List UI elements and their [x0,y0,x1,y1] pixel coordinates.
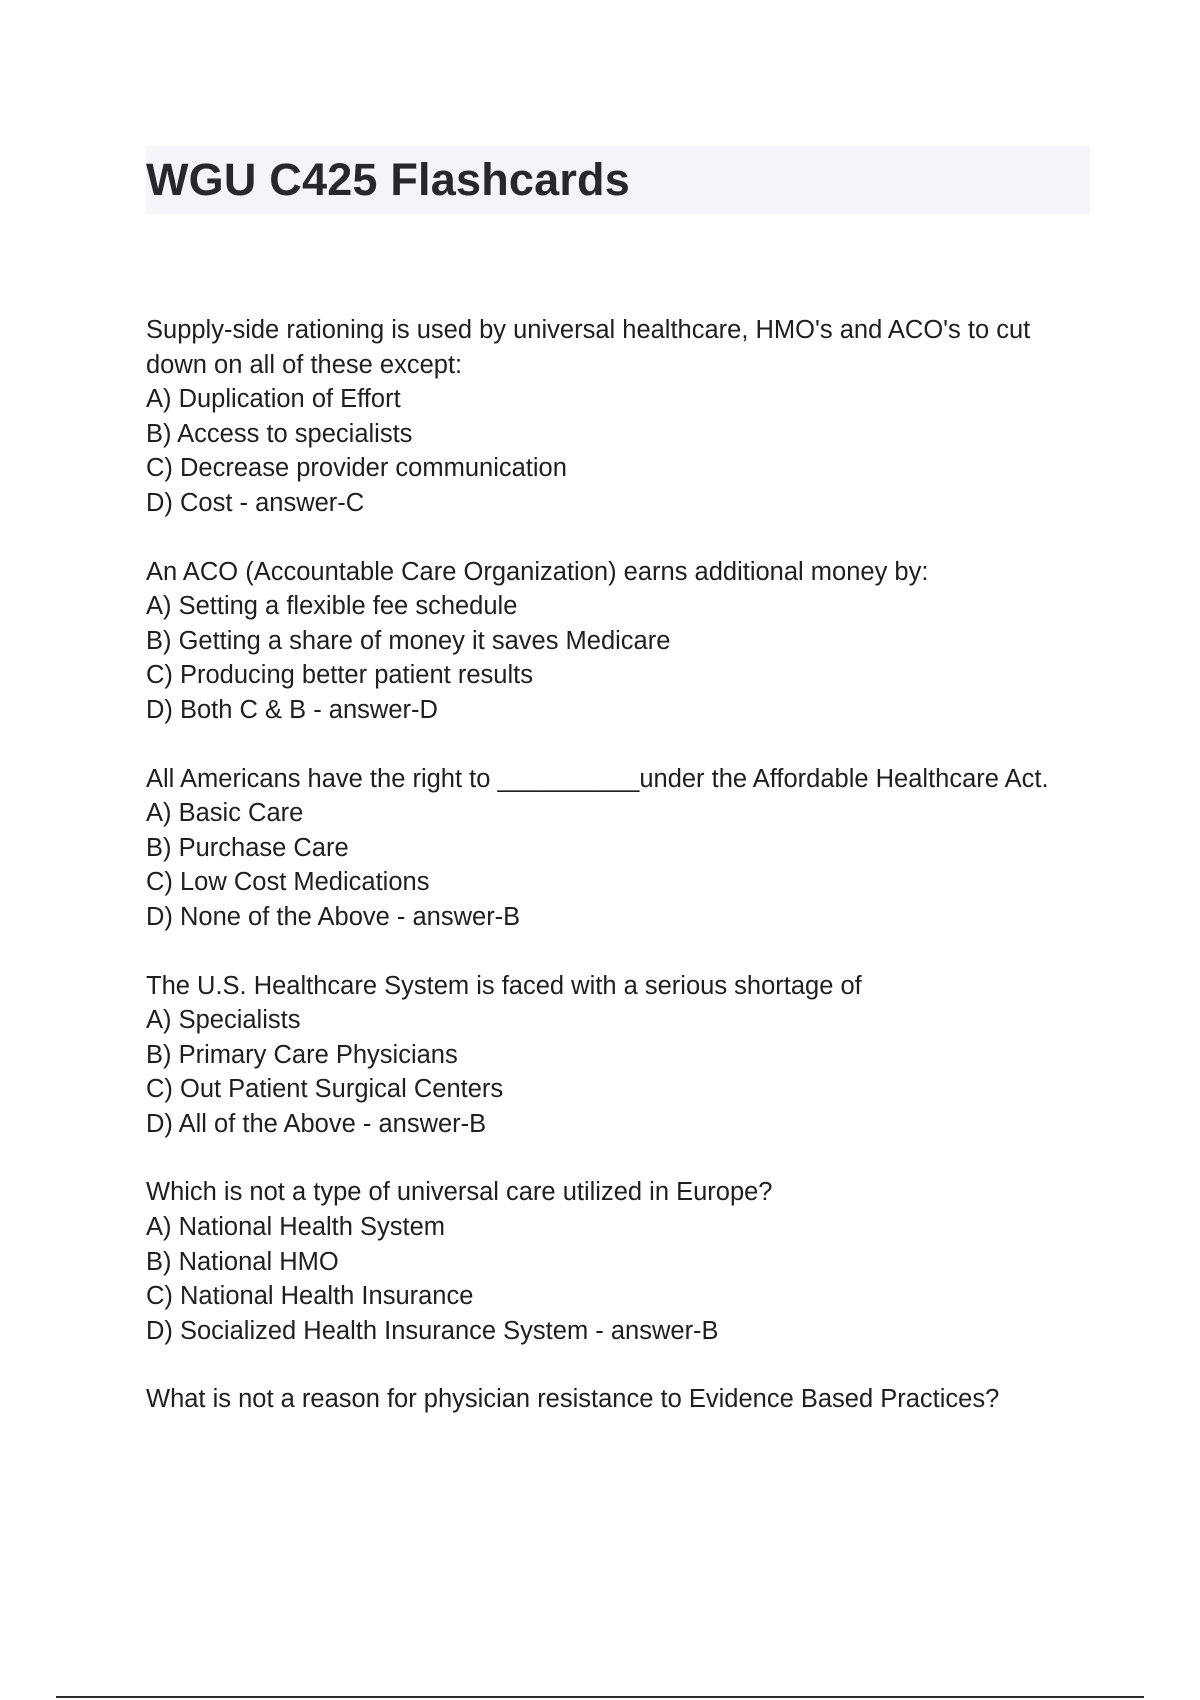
question-line: An ACO (Accountable Care Organization) earns additional money by: [146,557,929,586]
question-line: Which is not a type of universal care utilized in Europe? [146,1178,773,1207]
answer-option: A) Duplication of Effort [146,385,401,414]
answer-option: C) National Health Insurance [146,1282,474,1311]
question-line: All Americans have the right to __________under the Affordable Healthcare Act. [146,764,1049,793]
flashcard [146,969,1090,1142]
answer-option: C) Out Patient Surgical Centers [146,1075,504,1104]
answer-option: D) Socialized Health Insurance System - answer-B [146,1316,719,1345]
answer-option: D) All of the Above - answer-B [146,1109,487,1138]
flashcard [146,762,1090,935]
question-line: What is not a reason for physician resistance to Evidence Based Practices? [146,1385,1000,1414]
answer-option: D) None of the Above - answer-B [146,902,521,931]
question-line: The U.S. Healthcare System is faced with a serious shortage of [146,971,862,1000]
answer-option: D) Cost - answer-C [146,488,365,517]
answer-option: D) Both C & B - answer-D [146,695,438,724]
answer-option: B) Purchase Care [146,833,349,862]
answer-option: B) Access to specialists [146,419,413,448]
answer-option: A) Basic Care [146,799,304,828]
title-band [146,146,1090,214]
flashcard [146,555,1090,728]
page-bottom-rule [56,1696,1144,1698]
answer-option: B) National HMO [146,1247,339,1276]
flashcard [146,1175,1090,1348]
answer-option: A) Specialists [146,1006,301,1035]
flashcard-list [146,313,1090,1451]
flashcard [146,313,1090,521]
flashcard [146,1382,1090,1417]
answer-option: B) Getting a share of money it saves Medicare [146,626,671,655]
answer-option: C) Decrease provider communication [146,454,567,483]
question-line: down on all of these except: [146,350,463,379]
answer-option: A) National Health System [146,1213,446,1242]
question-line: Supply-side rationing is used by universal healthcare, HMO's and ACO's to cut [146,316,1031,344]
answer-option: C) Producing better patient results [146,661,533,690]
answer-option: C) Low Cost Medications [146,868,430,897]
answer-option: B) Primary Care Physicians [146,1040,458,1069]
answer-option: A) Setting a flexible fee schedule [146,592,518,621]
page-title: WGU C425 Flashcards [146,154,630,205]
